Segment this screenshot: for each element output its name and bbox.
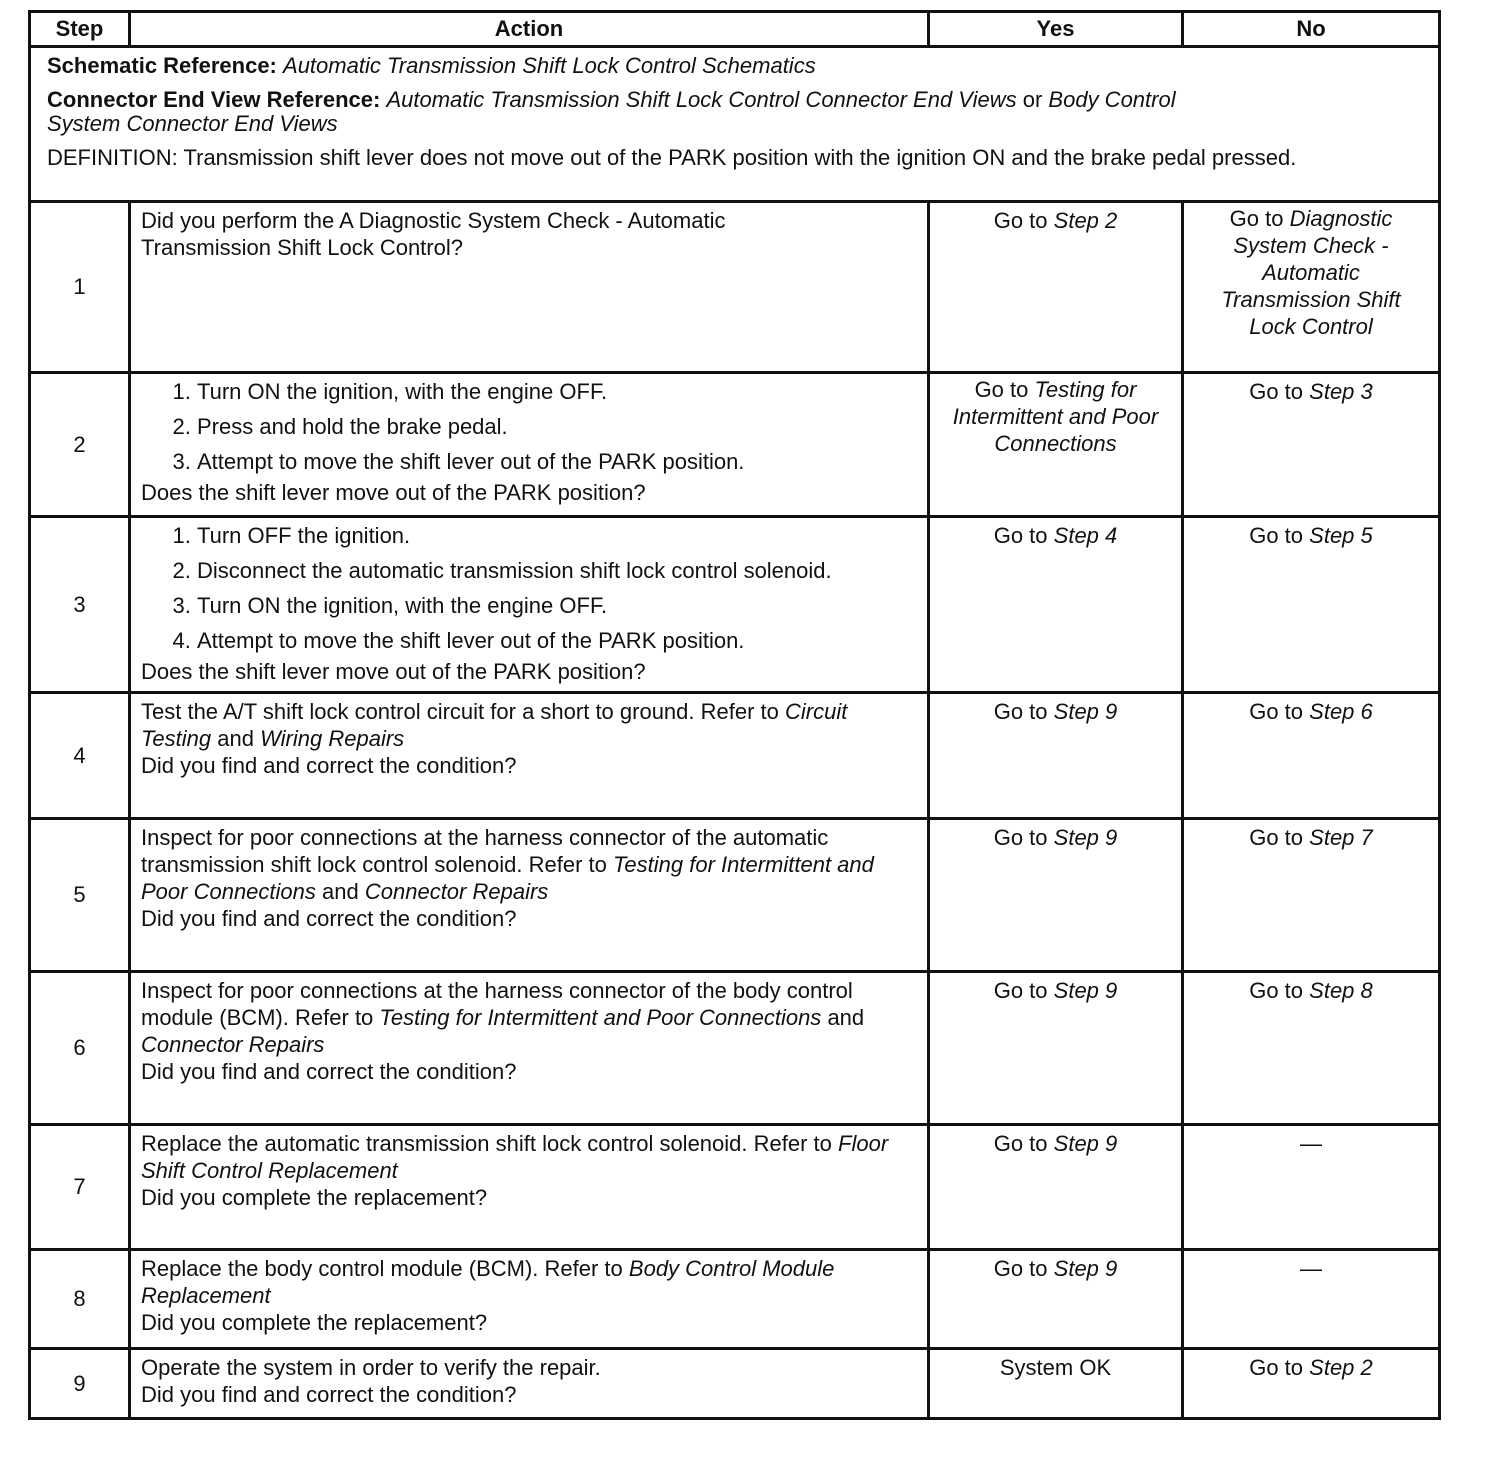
step-number: 4 [30,693,130,819]
step-link: Step 9 [1053,978,1118,1003]
yes-goto[interactable] [936,522,1175,549]
yes-goto[interactable] [936,1130,1175,1157]
reference-link[interactable]: Connector Repairs [141,1032,325,1057]
step-question: Did you find and correct the condition? [141,1059,517,1084]
header-row [30,12,1440,47]
step-action [130,693,929,819]
reference-link[interactable]: Wiring Repairs [260,726,405,751]
step-instruction [141,977,917,1058]
step-action [130,1349,929,1419]
reference-link: Diagnostic System Check - Automatic Transmission Shift Lock Control [1221,206,1401,339]
instruction-item: 4. Attempt to move the shift lever out of the PARK position. [197,623,917,658]
yes-goto[interactable] [936,824,1175,851]
no-dash: — [1300,1131,1322,1156]
connector-or: or [1022,87,1043,112]
step-link: Step 2 [1309,1355,1373,1380]
instruction-item: 3. Attempt to move the shift lever out of the PARK position. [197,444,917,479]
step-question: Does the shift lever move out of the PARK position? [141,480,646,505]
step-number: 6 [30,972,130,1125]
instruction-text: Inspect for poor connections at the harness connector of the body control module (BCM). Refer to [141,978,853,1030]
diagnostic-table [28,10,1441,1420]
step-instruction [141,1130,917,1184]
instruction-text: Test the A/T shift lock control circuit for a short to ground. Refer to [141,699,779,724]
step-instructions [141,374,917,479]
step-link: Step 8 [1309,978,1373,1003]
goto-text: Go to [1249,825,1304,850]
header-no: No [1183,12,1440,47]
no-goto[interactable] [1190,1354,1432,1381]
step-row-9 [30,1349,1440,1419]
instruction-text: Replace the body control module (BCM). Refer to [141,1256,623,1281]
yes-goto[interactable] [936,1255,1175,1282]
diagnostic-table-document [28,10,1438,1420]
goto-text: Go to [993,208,1048,233]
step-link: Step 9 [1053,1131,1118,1156]
no-cell [1183,517,1440,693]
no-goto[interactable] [1204,205,1418,340]
step-link: Step 7 [1309,825,1373,850]
intro-cell [30,47,1440,202]
no-cell [1183,1125,1440,1250]
step-row-2 [30,373,1440,517]
step-number: 8 [30,1250,130,1349]
yes-cell [929,373,1183,517]
step-action [130,373,929,517]
yes-cell [929,1125,1183,1250]
no-dash: — [1300,1256,1322,1281]
step-question: Did you complete the replacement? [141,1310,488,1335]
step-action [130,1125,929,1250]
step-row-3 [30,517,1440,693]
instruction-text: Replace the automatic transmission shift lock control solenoid. Refer to [141,1131,832,1156]
connector-link-2[interactable]: Body Control System Connector End Views [47,87,1176,136]
yes-cell [929,1349,1183,1419]
step-link: Step 9 [1053,825,1118,850]
goto-text: Go to [993,1256,1048,1281]
header-action: Action [130,12,929,47]
step-action [130,202,929,373]
no-cell [1183,1349,1440,1419]
instruction-item: 1. Turn OFF the ignition. [197,518,917,553]
no-cell [1183,693,1440,819]
yes-goto[interactable] [936,977,1175,1004]
step-row-5 [30,819,1440,972]
goto-text: Go to [1249,1355,1304,1380]
step-question: Does the shift lever move out of the PARK position? [141,659,646,684]
step-link: Step 6 [1309,699,1373,724]
header-yes: Yes [929,12,1183,47]
step-instruction: Operate the system in order to verify the repair. [141,1355,601,1380]
no-goto[interactable] [1190,698,1432,725]
goto-text: Go to [993,978,1048,1003]
schematic-label: Schematic Reference: [47,53,277,78]
yes-cell [929,517,1183,693]
goto-text: Go to [993,825,1048,850]
no-goto[interactable] [1190,977,1432,1004]
no-goto[interactable] [1190,522,1432,549]
reference-link[interactable]: Testing for Intermittent and Poor Connections [379,1005,822,1030]
instruction-item: 2. Press and hold the brake pedal. [197,409,917,444]
no-cell [1183,819,1440,972]
reference-link[interactable]: Circuit Testing [141,699,848,751]
step-row-7 [30,1125,1440,1250]
no-goto[interactable] [1190,378,1432,405]
goto-text: Go to [1249,523,1304,548]
step-number: 2 [30,373,130,517]
no-cell [1183,1250,1440,1349]
yes-goto[interactable] [936,207,1175,234]
step-instruction [141,824,917,905]
and-text: and [827,1005,865,1030]
step-action [130,972,929,1125]
no-cell [1183,972,1440,1125]
header-step: Step [30,12,130,47]
connector-link-1[interactable]: Automatic Transmission Shift Lock Control Connector End Views [386,87,1017,112]
definition-text: DEFINITION: Transmission shift lever does not move out of the PARK position with the ignition ON and the brake pedal pressed. [47,145,1297,170]
instruction-item: 1. Turn ON the ignition, with the engine OFF. [197,374,917,409]
step-question: Did you find and correct the condition? [141,753,517,778]
yes-cell [929,693,1183,819]
goto-text: Go to [993,523,1048,548]
yes-cell [929,819,1183,972]
step-question: Did you complete the replacement? [141,1185,488,1210]
intro-row [30,47,1440,202]
step-row-1 [30,202,1440,373]
step-instruction [141,1255,917,1309]
goto-text: Go to [1249,699,1304,724]
step-question: Did you find and correct the condition? [141,906,517,931]
step-link: Step 9 [1053,699,1118,724]
yes-cell [929,1250,1183,1349]
reference-link[interactable]: Floor Shift Control Replacement [141,1131,889,1183]
step-action [130,517,929,693]
instruction-item: 2. Disconnect the automatic transmission shift lock control solenoid. [197,553,917,588]
yes-cell [929,972,1183,1125]
goto-text: Go to [1249,379,1304,404]
step-link: Step 2 [1053,208,1118,233]
connector-label: Connector End View Reference: [47,87,381,112]
step-number: 3 [30,517,130,693]
step-instructions [141,518,917,658]
goto-text: Go to [1249,978,1304,1003]
step-row-6 [30,972,1440,1125]
yes-cell [929,202,1183,373]
step-number: 7 [30,1125,130,1250]
step-link: Step 4 [1053,523,1118,548]
connector-reference [47,88,1422,136]
no-goto[interactable] [1190,824,1432,851]
step-question: Did you perform the A Diagnostic System Check - Automatic Transmission Shift Lock Control? [141,208,726,260]
schematic-link[interactable]: Automatic Transmission Shift Lock Control Schematics [283,53,816,78]
step-action [130,819,929,972]
no-cell [1183,373,1440,517]
goto-text: Go to [974,377,1029,402]
step-instruction [141,698,917,752]
instruction-text: Inspect for poor connections at the harness connector of the automatic transmission shift lock control solenoid. Refer to [141,825,829,877]
and-text: and [322,879,359,904]
yes-system-ok: System OK [999,1355,1112,1380]
reference-link: Testing for Intermittent and Poor Connections [952,377,1159,456]
goto-text: Go to [1229,206,1284,231]
reference-link[interactable]: Connector Repairs [364,879,549,904]
step-action [130,1250,929,1349]
step-number: 9 [30,1349,130,1419]
step-number: 5 [30,819,130,972]
schematic-reference [47,54,1422,78]
step-link: Step 9 [1053,1256,1118,1281]
and-text: and [217,726,254,751]
reference-link[interactable]: Body Control Module Replacement [141,1256,835,1308]
goto-text: Go to [993,699,1048,724]
step-row-4 [30,693,1440,819]
yes-goto[interactable] [934,376,1177,457]
goto-text: Go to [993,1131,1048,1156]
instruction-item: 3. Turn ON the ignition, with the engine OFF. [197,588,917,623]
step-row-8 [30,1250,1440,1349]
yes-goto[interactable] [936,698,1175,725]
step-link: Step 5 [1309,523,1373,548]
no-cell [1183,202,1440,373]
step-number: 1 [30,202,130,373]
reference-link[interactable]: Testing for Intermittent and Poor Connections [141,852,874,904]
step-question: Did you find and correct the condition? [141,1382,517,1407]
step-link: Step 3 [1309,379,1373,404]
